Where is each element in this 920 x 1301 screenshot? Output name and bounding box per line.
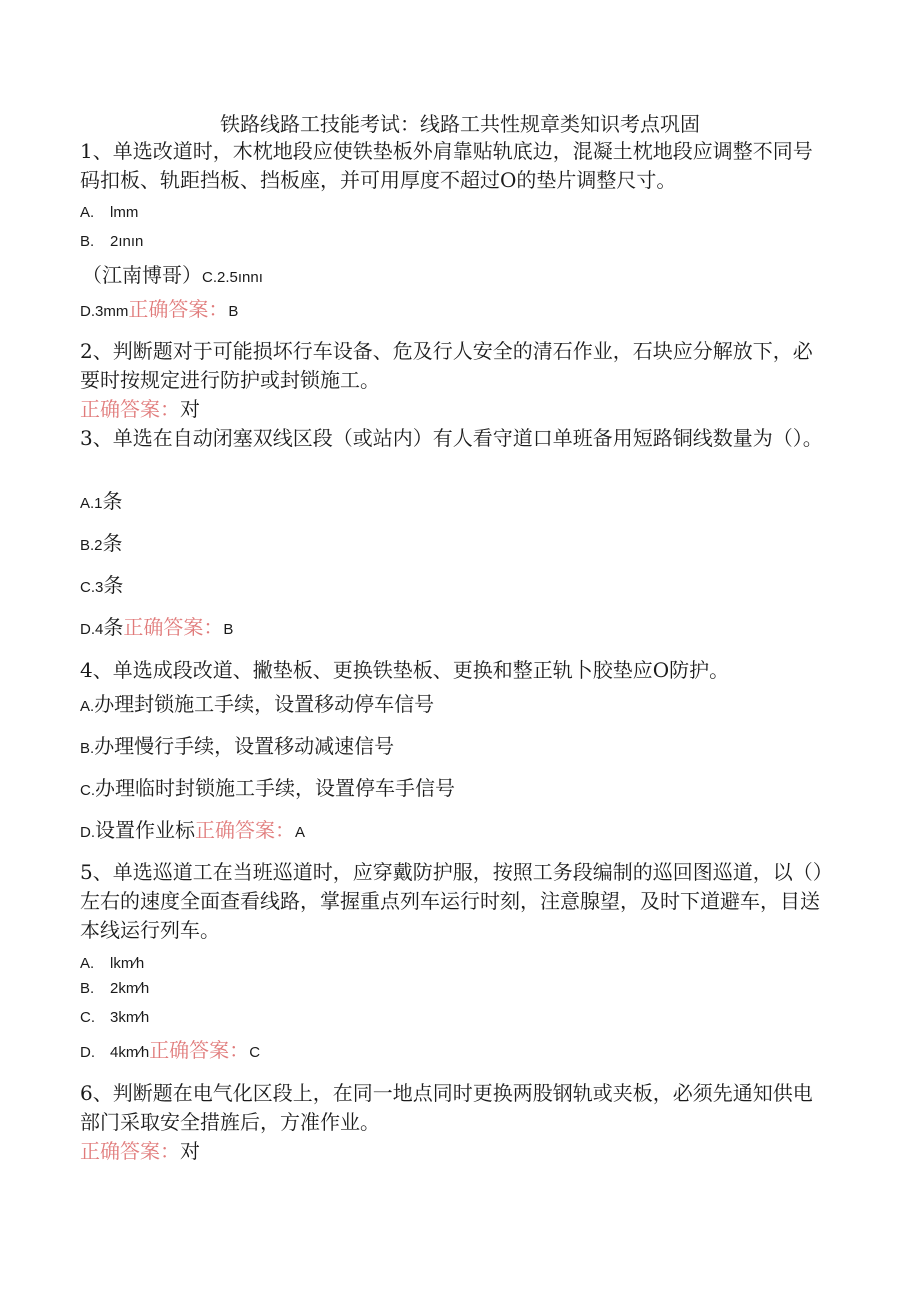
question-4-stem: 4、单选成段改道、撇垫板、更换铁垫板、更换和整正轨卜胶垫应O防护。 bbox=[80, 658, 730, 682]
option-letter: D. bbox=[80, 824, 95, 841]
option-text: 2km∕h bbox=[110, 980, 150, 997]
option-text: 条 bbox=[102, 489, 123, 513]
question-1-option-b bbox=[80, 225, 830, 256]
option-text: 办理慢行手续，设置移动减速信号 bbox=[94, 734, 395, 758]
option-text: lmm bbox=[110, 204, 139, 221]
question-3-option-a bbox=[80, 487, 830, 518]
option-letter: C.3 bbox=[80, 579, 104, 596]
option-letter: A. bbox=[80, 955, 95, 972]
option-letter: B. bbox=[80, 233, 95, 250]
option-text: lkm∕h bbox=[110, 955, 145, 972]
option-text: 办理封锁施工手续，设置移动停车信号 bbox=[94, 692, 435, 716]
option-letter: A. bbox=[80, 204, 95, 221]
option-text: C.2.5ınnı bbox=[202, 269, 263, 286]
option-letter: B. bbox=[80, 980, 95, 997]
question-6-stem: 6、判断题在电气化区段上，在同一地点同时更换两股钢轨或夹板，必须先通知供电部门采取安全措旌后，方准作业。 bbox=[80, 1081, 813, 1134]
option-text: 2ının bbox=[110, 233, 144, 250]
option-text: 办理临时封锁施工手续，设置停车手信号 bbox=[95, 776, 455, 800]
option-letter: B. bbox=[80, 740, 95, 757]
answer-label: 正确答案： bbox=[123, 615, 224, 639]
question-1-option-d bbox=[80, 295, 830, 326]
answer-value: B bbox=[228, 303, 239, 320]
question-1-option-c bbox=[82, 261, 832, 292]
option-prefix: （江南博哥） bbox=[82, 263, 202, 287]
question-3-option-b bbox=[80, 529, 830, 560]
answer-value: A bbox=[295, 824, 306, 841]
question-4-option-a bbox=[80, 690, 830, 721]
option-letter: B.2 bbox=[80, 537, 103, 554]
option-text: 设置作业标 bbox=[95, 818, 195, 842]
answer-value: B bbox=[223, 621, 234, 638]
answer-label: 正确答案： bbox=[80, 1139, 180, 1163]
answer-label: 正确答案： bbox=[80, 397, 180, 421]
question-6-answer bbox=[80, 1137, 830, 1165]
option-text: 条 bbox=[102, 531, 123, 555]
question-5-stem: 5、单选巡道工在当班巡道时，应穿戴防护服，按照工务段编制的巡回图巡道，以（）左右的速度全面查看线路，掌握重点列车运行时刻，注意腺望，及时下道避车，目送本线运行列车。 bbox=[80, 860, 823, 942]
question-5-option-c bbox=[80, 1001, 830, 1032]
question-4-option-b bbox=[80, 732, 830, 763]
option-letter: A. bbox=[80, 698, 95, 715]
option-text: D.3mm bbox=[80, 303, 129, 320]
question-3-option-c bbox=[80, 571, 830, 602]
answer-value: 对 bbox=[180, 397, 200, 421]
question-4-option-d bbox=[80, 816, 830, 847]
answer-label: 正确答案： bbox=[128, 297, 229, 321]
option-letter: C. bbox=[80, 1009, 95, 1026]
question-4-option-c bbox=[80, 774, 830, 805]
option-letter: A.1 bbox=[80, 495, 103, 512]
option-letter: C. bbox=[80, 782, 95, 799]
question-5-option-b bbox=[80, 972, 830, 1003]
answer-value: 对 bbox=[180, 1139, 200, 1163]
option-text: 条 bbox=[103, 615, 124, 639]
question-5-option-d bbox=[80, 1036, 830, 1067]
option-text: 条 bbox=[103, 573, 124, 597]
answer-label: 正确答案： bbox=[195, 818, 295, 842]
question-1-stem: 1、单选改道时，木枕地段应使铁垫板外肩靠贴轨底边，混凝土枕地段应调整不同号码扣板、轨距挡板、挡板座，并可用厚度不超过O的垫片调整尺寸。 bbox=[80, 139, 813, 192]
question-2-answer bbox=[80, 395, 830, 423]
question-3-stem: 3、单选在自动闭塞双线区段（或站内）有人看守道口单班备用短路铜线数量为（）。 bbox=[80, 426, 823, 450]
answer-value: C bbox=[249, 1044, 261, 1061]
question-3-option-d bbox=[80, 613, 830, 644]
option-text: 4km∕h bbox=[110, 1044, 150, 1061]
option-letter: D. bbox=[80, 1044, 95, 1061]
document-title: 铁路线路工技能考试：线路工共性规章类知识考点巩固 bbox=[220, 112, 700, 136]
option-letter: D.4 bbox=[80, 621, 104, 638]
option-text: 3km∕h bbox=[110, 1009, 150, 1026]
question-2-stem: 2、判断题对于可能损坏行车设备、危及行人安全的清石作业，石块应分解放下，必要时按规定进行防护或封锁施工。 bbox=[80, 339, 813, 392]
answer-label: 正确答案： bbox=[149, 1038, 250, 1062]
question-1-option-a bbox=[80, 196, 830, 227]
